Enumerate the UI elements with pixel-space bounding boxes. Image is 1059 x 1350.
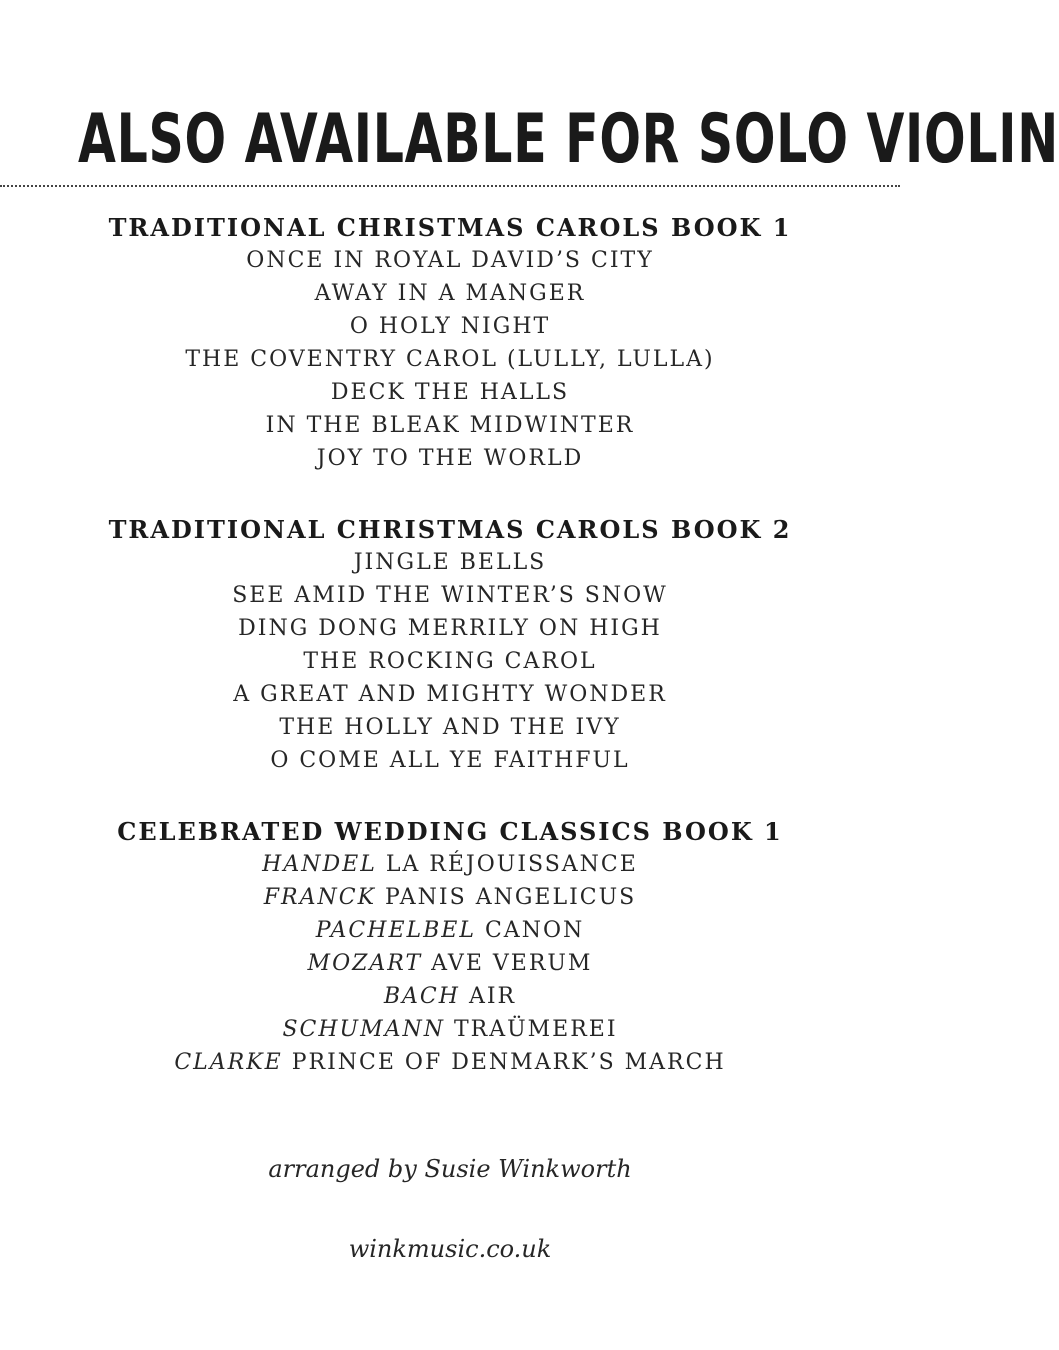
list-item: AWAY IN A MANGER [314, 281, 586, 306]
list-item: THE ROCKING CAROL [303, 649, 597, 674]
list-item: SEE AMID THE WINTER’S SNOW [232, 583, 668, 608]
section-christmas-carols-book-1 [0, 211, 900, 475]
piece-title: LA RÉJOUISSANCE [385, 852, 638, 877]
arranger-credit: arranged by Susie Winkworth [268, 1155, 632, 1183]
section-wedding-classics-book-1 [0, 815, 900, 1079]
composer-name: HANDEL [262, 852, 377, 877]
list-item [0, 947, 900, 980]
piece-title: TRAÜMEREI [453, 1017, 618, 1042]
list-item: DECK THE HALLS [330, 380, 570, 405]
list-item: JINGLE BELLS [353, 550, 547, 575]
list-item [0, 914, 900, 947]
piece-title: CANON [484, 918, 585, 943]
dotted-divider [0, 185, 900, 187]
list-item: O COME ALL YE FAITHFUL [270, 748, 630, 773]
list-item [0, 848, 900, 881]
section-christmas-carols-book-2 [0, 513, 900, 777]
list-item: THE COVENTRY CAROL (LULLY, LULLA) [185, 347, 715, 372]
list-item: ONCE IN ROYAL DAVID’S CITY [246, 248, 654, 273]
list-item [0, 1046, 900, 1079]
list-item [0, 980, 900, 1013]
composer-name: BACH [383, 984, 460, 1009]
list-item: DING DONG MERRILY ON HIGH [238, 616, 662, 641]
website-link[interactable]: winkmusic.co.uk [348, 1235, 552, 1263]
list-item: THE HOLLY AND THE IVY [279, 715, 621, 740]
section-heading: CELEBRATED WEDDING CLASSICS BOOK 1 [117, 817, 783, 846]
composer-name: CLARKE [174, 1050, 283, 1075]
list-item: A GREAT AND MIGHTY WONDER [233, 682, 667, 707]
piece-title: AVE VERUM [431, 951, 593, 976]
composer-name: MOZART [307, 951, 423, 976]
list-item: O HOLY NIGHT [349, 314, 551, 339]
section-heading: TRADITIONAL CHRISTMAS CAROLS BOOK 1 [108, 213, 792, 242]
composer-name: FRANCK [263, 885, 377, 910]
section-heading: TRADITIONAL CHRISTMAS CAROLS BOOK 2 [108, 515, 792, 544]
list-item: IN THE BLEAK MIDWINTER [265, 413, 635, 438]
list-item [0, 1013, 900, 1046]
list-item: JOY TO THE WORLD [316, 446, 584, 471]
composer-name: PACHELBEL [315, 918, 476, 943]
piece-title: PRINCE OF DENMARK’S MARCH [291, 1050, 726, 1075]
list-item [0, 881, 900, 914]
page-title: ALSO AVAILABLE FOR SOLO VIOLIN [78, 100, 1059, 179]
piece-title: PANIS ANGELICUS [385, 885, 637, 910]
composer-name: SCHUMANN [282, 1017, 445, 1042]
piece-title: AIR [468, 984, 517, 1009]
